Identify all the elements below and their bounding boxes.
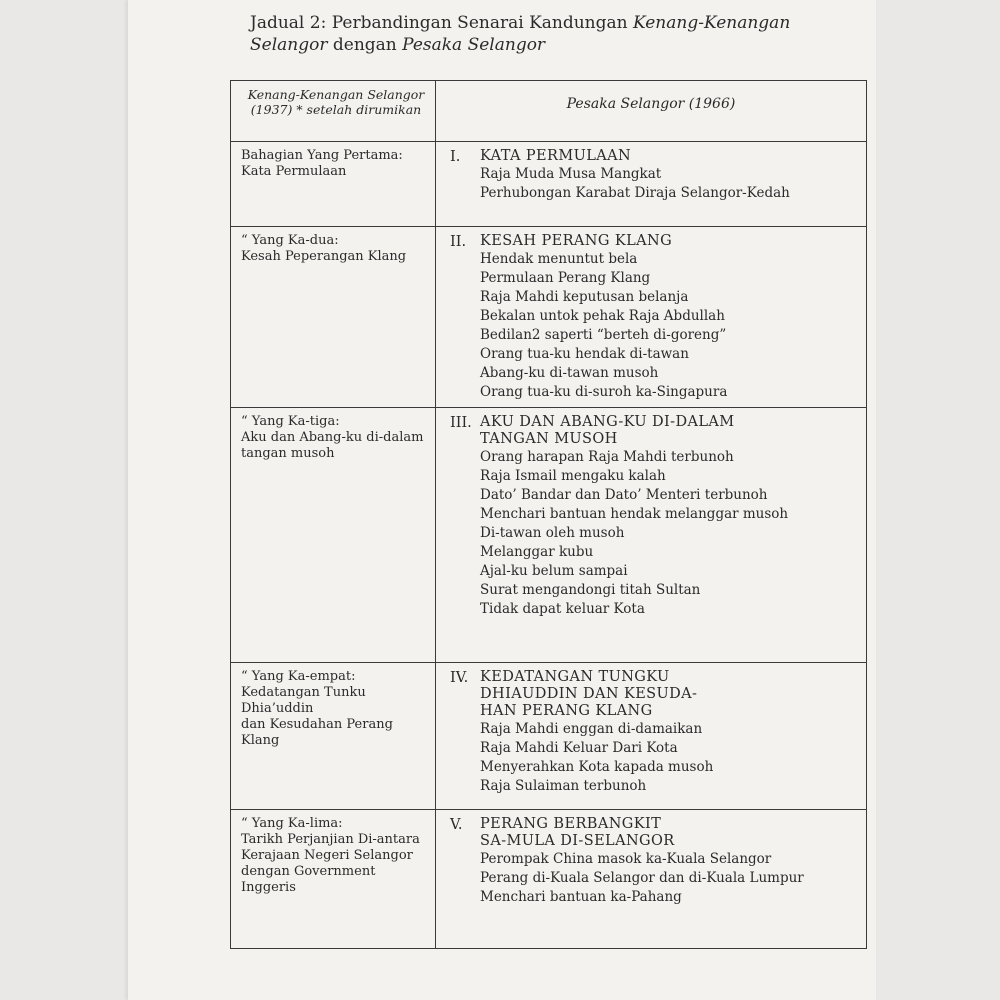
section-item: Orang tua-ku di-suroh ka-Singapura xyxy=(480,384,728,400)
section-item: Menyerahkan Kota kapada musoh xyxy=(480,759,714,775)
section-heading: KESAH PERANG KLANG xyxy=(480,233,673,249)
caption-work-2: Pesaka Selangor xyxy=(402,35,546,55)
section-number: IV. xyxy=(450,670,469,686)
section-item: Bedilan2 saperti “berteh di-goreng” xyxy=(480,327,727,343)
section-number: III. xyxy=(450,415,472,431)
section-item: Tidak dapat keluar Kota xyxy=(480,601,645,617)
kenang-kenangan-line: dan Kesudahan Perang Klang xyxy=(241,717,393,748)
section-item: Hendak menuntut bela xyxy=(480,251,638,267)
table-header-row xyxy=(231,81,867,142)
pesaka-cell xyxy=(436,810,867,949)
section-item: Di-tawan oleh musoh xyxy=(480,525,625,541)
kenang-kenangan-line: Kedatangan Tunku Dhia’uddin xyxy=(241,685,366,716)
kenang-kenangan-line: tangan musoh xyxy=(241,446,335,461)
pesaka-cell xyxy=(436,227,867,408)
pesaka-section xyxy=(436,227,866,406)
kenang-kenangan-line: “ Yang Ka-dua: xyxy=(241,233,339,248)
kenang-kenangan-line: Tarikh Perjanjian Di-antara xyxy=(241,832,420,847)
pesaka-section xyxy=(436,810,866,911)
section-item: Raja Ismail mengaku kalah xyxy=(480,468,666,484)
section-item: Perompak China masok ka-Kuala Selangor xyxy=(480,851,772,867)
section-item: Raja Mahdi keputusan belanja xyxy=(480,289,689,305)
section-item: Raja Sulaiman terbunoh xyxy=(480,778,647,794)
section-heading: PERANG BERBANGKIT xyxy=(480,816,662,832)
section-body xyxy=(480,669,858,796)
kenang-kenangan-line: “ Yang Ka-tiga: xyxy=(241,414,340,429)
section-item: Dato’ Bandar dan Dato’ Menteri terbunoh xyxy=(480,487,768,503)
section-item: Melanggar kubu xyxy=(480,544,594,560)
caption-work-1: Kenang-Kenangan Selangor xyxy=(250,13,791,55)
kenang-kenangan-cell xyxy=(231,663,436,810)
pesaka-cell xyxy=(436,142,867,227)
section-item: Orang harapan Raja Mahdi terbunoh xyxy=(480,449,734,465)
table-row xyxy=(231,810,867,949)
kenang-kenangan-cell xyxy=(231,227,436,408)
section-heading: SA-MULA DI-SELANGOR xyxy=(480,833,675,849)
caption-joiner: dengan xyxy=(327,35,403,55)
kenang-kenangan-line: “ Yang Ka-lima: xyxy=(241,816,343,831)
kenang-kenangan-line: Kerajaan Negeri Selangor xyxy=(241,848,413,863)
kenang-kenangan-line: dengan Government Inggeris xyxy=(241,864,376,895)
section-body xyxy=(480,233,858,402)
table-caption xyxy=(250,12,870,56)
section-item: Abang-ku di-tawan musoh xyxy=(480,365,659,381)
section-number: I. xyxy=(450,149,461,165)
section-item: Raja Mahdi enggan di-damaikan xyxy=(480,721,703,737)
header-left xyxy=(231,81,436,142)
header-right: Pesaka Selangor (1966) xyxy=(436,81,867,142)
kenang-kenangan-line: Kata Permulaan xyxy=(241,164,347,179)
kenang-kenangan-cell xyxy=(231,810,436,949)
header-left-line-2: (1937) * setelah dirumikan xyxy=(250,102,422,117)
pesaka-section xyxy=(436,142,866,207)
section-item: Permulaan Perang Klang xyxy=(480,270,651,286)
kenang-kenangan-cell xyxy=(231,408,436,663)
kenang-kenangan-cell xyxy=(231,142,436,227)
section-body xyxy=(480,816,858,907)
section-heading: DHIAUDDIN DAN KESUDA- xyxy=(480,686,698,702)
pesaka-section xyxy=(436,408,866,623)
section-item: Ajal-ku belum sampai xyxy=(480,563,628,579)
document-page xyxy=(128,0,876,1000)
table-row xyxy=(231,142,867,227)
section-item: Menchari bantuan hendak melanggar musoh xyxy=(480,506,789,522)
kenang-kenangan-line: “ Yang Ka-empat: xyxy=(241,669,356,684)
section-item: Bekalan untok pehak Raja Abdullah xyxy=(480,308,725,324)
section-item: Raja Mahdi Keluar Dari Kota xyxy=(480,740,678,756)
kenang-kenangan-line: Bahagian Yang Pertama: xyxy=(241,148,403,163)
section-item: Surat mengandongi titah Sultan xyxy=(480,582,701,598)
section-body xyxy=(480,148,858,203)
section-body xyxy=(480,414,858,619)
section-item: Perang di-Kuala Selangor dan di-Kuala Lumpur xyxy=(480,870,804,886)
section-heading: KATA PERMULAAN xyxy=(480,148,632,164)
section-item: Orang tua-ku hendak di-tawan xyxy=(480,346,689,362)
kenang-kenangan-line: Aku dan Abang-ku di-dalam xyxy=(241,430,424,445)
section-item: Raja Muda Musa Mangkat xyxy=(480,166,662,182)
kenang-kenangan-line: Kesah Peperangan Klang xyxy=(241,249,407,264)
table-row xyxy=(231,227,867,408)
section-item: Perhubongan Karabat Diraja Selangor-Kedah xyxy=(480,185,790,201)
section-number: II. xyxy=(450,234,467,250)
section-heading: HAN PERANG KLANG xyxy=(480,703,653,719)
section-item: Menchari bantuan ka-Pahang xyxy=(480,889,682,905)
section-heading: TANGAN MUSOH xyxy=(480,431,618,447)
section-heading: KEDATANGAN TUNGKU xyxy=(480,669,670,685)
pesaka-section xyxy=(436,663,866,800)
comparison-table xyxy=(230,80,867,949)
table-row xyxy=(231,408,867,663)
table-row xyxy=(231,663,867,810)
pesaka-cell xyxy=(436,663,867,810)
section-number: V. xyxy=(450,817,463,833)
section-heading: AKU DAN ABANG-KU DI-DALAM xyxy=(480,414,735,430)
header-left-line-1: Kenang-Kenangan Selangor xyxy=(247,87,425,102)
caption-prefix: Jadual 2: Perbandingan Senarai Kandungan xyxy=(250,13,633,33)
pesaka-cell xyxy=(436,408,867,663)
